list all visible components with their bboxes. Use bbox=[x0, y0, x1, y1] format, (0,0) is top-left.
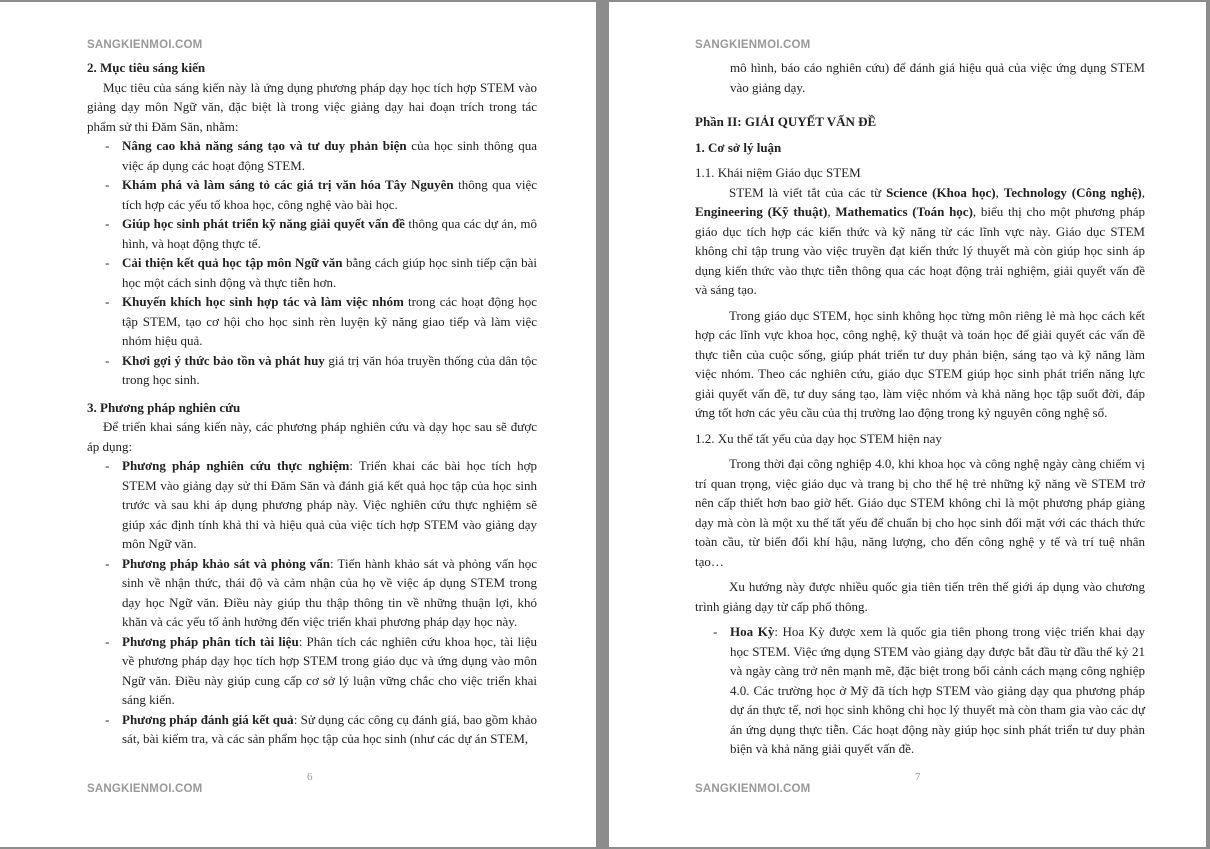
list-item: - Phương pháp đánh giá kết quả: Sử dụng các công cụ đánh giá, bao gồm khảo sát, bài kiểm tra, và các sản phẩm học tập của học sinh (như các dự án STEM, bbox=[87, 710, 537, 749]
page-gap bbox=[596, 0, 609, 849]
section-3-intro: Để triển khai sáng kiến này, các phương pháp nghiên cứu và dạy học sau sẽ được áp dụng: bbox=[87, 419, 537, 454]
page-header: SANGKIENMOI.COM bbox=[695, 39, 811, 51]
subsection-1-2-title: 1.2. Xu thế tất yếu của dạy học STEM hiện nay bbox=[695, 430, 942, 446]
list-item: - Phương pháp phân tích tài liệu: Phân tích các nghiên cứu khoa học, tài liệu về phương pháp dạy học tích hợp STEM trong giáo dục và ứng dụng vào môn Ngữ văn. Điều này giúp cung cấp cơ sở lý luận vững chắc cho việc triển khai sáng kiến. bbox=[87, 632, 537, 710]
list-item: - Phương pháp nghiên cứu thực nghiệm: Triển khai các bài học tích hợp STEM vào giảng dạy sử thi Đăm Săn và đánh giá kết quả học tập của học sinh trước và sau khi áp dụng phương pháp này. Việc nghiên cứu thực nghiệm sẽ giúp xác định tính khả thi và hiệu quả của việc tích hợp STEM vào giảng dạy môn Ngữ văn. bbox=[87, 456, 537, 554]
page-6-content bbox=[87, 58, 537, 749]
page-footer: SANGKIENMOI.COM bbox=[87, 783, 203, 795]
list-item: - Phương pháp khảo sát và phỏng vấn: Tiến hành khảo sát và phỏng vấn học sinh về nhận thức, thái độ và cảm nhận của họ về việc áp dụng STEM trong dạy học Ngữ văn. Điều này giúp thu thập thông tin về những thuận lợi, khó khăn và các yếu tố ảnh hưởng đến việc triển khai phương pháp dạy học này. bbox=[87, 554, 537, 632]
list-item: - Cải thiện kết quả học tập môn Ngữ văn bằng cách giúp học sinh tiếp cận bài học một cách sinh động và thực tiễn hơn. bbox=[87, 253, 537, 292]
section-2-title: 2. Mục tiêu sáng kiến bbox=[87, 60, 206, 75]
part-title: Phần II: GIẢI QUYẾT VẤN ĐỀ bbox=[695, 114, 877, 129]
page-6 bbox=[0, 2, 596, 847]
list-item: - Giúp học sinh phát triển kỹ năng giải quyết vấn đề thông qua các dự án, mô hình, và hoạt động thực tế. bbox=[87, 214, 537, 253]
list-item: - Hoa Kỳ: Hoa Kỳ được xem là quốc gia tiên phong trong việc triển khai dạy học STEM. Việc ứng dụng STEM vào giảng dạy được bắt đầu từ đầu thế kỷ 21 và ngày càng trở nên mạnh mẽ, đặc biệt trong bối cảnh cách mạng công nghiệp 4.0. Các trường học ở Mỹ đã tích hợp STEM vào giảng dạy qua phương pháp dự án thực tế, nơi học sinh không chỉ học lý thuyết mà còn tham gia vào các dự án ứng dụng thực tiễn. Các hoạt động này giúp học sinh phát triển tư duy phản biện và khả năng giải quyết vấn đề. bbox=[695, 622, 1145, 759]
paragraph: Trong thời đại công nghiệp 4.0, khi khoa học và công nghệ ngày càng chiếm vị trí quan trọng, việc giáo dục và trang bị cho thế hệ trẻ những kỹ năng về STEM trở nên cấp thiết hơn bao giờ hết. Giáo dục STEM không chỉ là một phương pháp giảng dạy mà còn là một xu thế tất yếu để chuẩn bị cho học sinh đối mặt với các thách thức toàn cầu, từ biến đổi khí hậu, năng lượng, cho đến công nghệ y tế và trí tuệ nhân tạo… bbox=[695, 456, 1145, 569]
page-number: 7 bbox=[915, 771, 921, 783]
list-item: - Nâng cao khả năng sáng tạo và tư duy phản biện của học sinh thông qua việc áp dụng các hoạt động STEM. bbox=[87, 136, 537, 175]
section-3-title: 3. Phương pháp nghiên cứu bbox=[87, 399, 241, 415]
paragraph: Xu hướng này được nhiều quốc gia tiên tiến trên thế giới áp dụng vào chương trình giảng dạy từ cấp phổ thông. bbox=[695, 579, 1145, 614]
paragraph: STEM là viết tắt của các từ Science (Khoa học), Technology (Công nghệ), Engineering (Kỹ thuật), Mathematics (Toán học), biểu thị cho một phương pháp giáo dục tích hợp các kiến thức và kỹ năng từ các lĩnh vực này. Giáo dục STEM không chỉ tập trung vào việc truyền đạt kiến thức lý thuyết mà còn giúp học sinh áp dụng kiến thức vào thực tiễn thông qua các hoạt động trải nghiệm, giải quyết vấn đề và sáng tạo. bbox=[695, 184, 1146, 297]
section-2-intro: Mục tiêu của sáng kiến này là ứng dụng phương pháp dạy học tích hợp STEM vào giảng dạy môn Ngữ văn, đặc biệt là trong việc giảng dạy hai đoạn trích trong tác phẩm sử thi Đăm Săn, nhằm: bbox=[87, 79, 537, 134]
section-1-title: 1. Cơ sở lý luận bbox=[695, 139, 782, 155]
subsection-1-1-title: 1.1. Khái niệm Giáo dục STEM bbox=[695, 165, 861, 180]
page-header: SANGKIENMOI.COM bbox=[87, 39, 203, 51]
list-item: - Khám phá và làm sáng tỏ các giá trị văn hóa Tây Nguyên thông qua việc tích hợp các yếu tố khoa học, công nghệ vào bài học. bbox=[87, 175, 537, 214]
continuation-text: mô hình, báo cáo nghiên cứu) để đánh giá hiệu quả của việc ứng dụng STEM vào giảng dạy. bbox=[730, 60, 1145, 95]
list-item: - Khuyến khích học sinh hợp tác và làm việc nhóm trong các hoạt động học tập STEM, tạo cơ hội cho học sinh rèn luyện kỹ năng giao tiếp và làm việc nhóm hiệu quả. bbox=[87, 292, 537, 351]
page-7 bbox=[609, 2, 1206, 847]
methods-list bbox=[87, 456, 537, 749]
country-list bbox=[695, 622, 1145, 759]
goals-list bbox=[87, 136, 537, 390]
list-item: - Khơi gợi ý thức bảo tồn và phát huy giá trị văn hóa truyền thống của dân tộc trong học sinh. bbox=[87, 351, 537, 390]
page-7-content bbox=[695, 58, 1145, 759]
paragraph: Trong giáo dục STEM, học sinh không học từng môn riêng lẻ mà học cách kết hợp các lĩnh vực khoa học, công nghệ, kỹ thuật và toán học để giải quyết các vấn đề thực tiễn của cuộc sống, giúp phát triển tư duy phản biện, sáng tạo và kỹ năng làm việc nhóm. Theo các nghiên cứu, giáo dục STEM giúp học sinh phát triển năng lực giải quyết vấn đề, tư duy sáng tạo, làm việc nhóm và khả năng học tập suốt đời, đáp ứng tốt hơn các yêu cầu của thị trường lao động trong kỷ nguyên công nghệ số. bbox=[695, 307, 1145, 420]
page-number: 6 bbox=[307, 771, 313, 783]
page-footer: SANGKIENMOI.COM bbox=[695, 783, 811, 795]
